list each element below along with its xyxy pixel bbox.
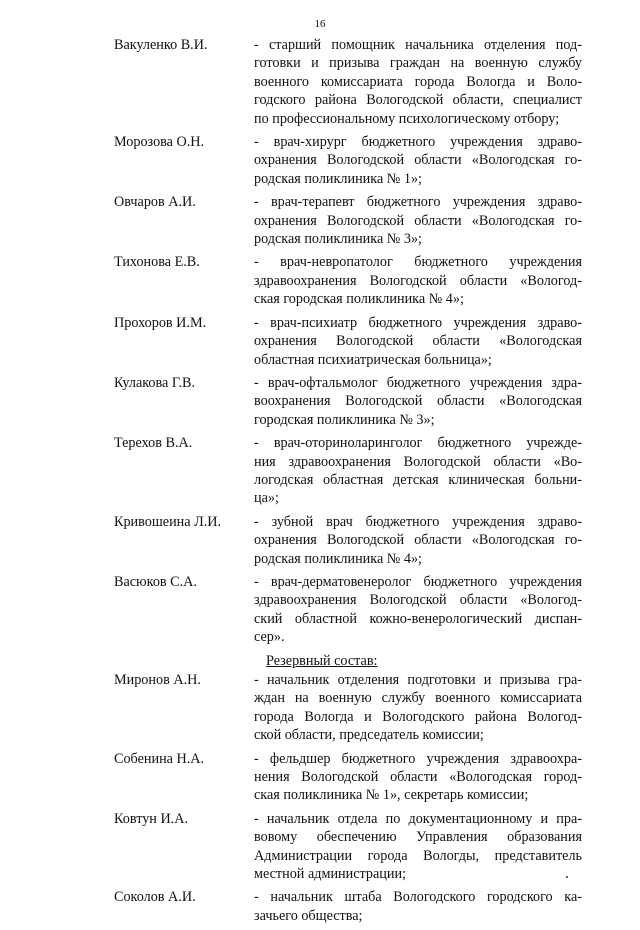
member-role <box>254 434 582 508</box>
role-line: - старший помощник начальника отделения под- <box>254 37 582 53</box>
role-line: военного комиссариата города Вологда и Воло- <box>254 73 582 90</box>
member-entry <box>114 253 582 308</box>
member-role <box>254 253 582 308</box>
member-entry <box>114 671 582 745</box>
role-line: - начальник отделения подготовки и призыва гра- <box>254 672 582 688</box>
member-name: Овчаров А.И. <box>114 194 196 211</box>
member-name: Васюков С.А. <box>114 573 197 590</box>
role-line: - врач-оториноларинголог бюджетного учрежде- <box>254 435 582 452</box>
role-line: годского района Вологодской области, специалист <box>254 92 582 109</box>
role-line: ца»; <box>254 490 279 507</box>
member-name: Соколов А.И. <box>114 889 196 906</box>
role-line: здравоохранения Вологодской области «Вологод- <box>254 272 582 289</box>
role-line: - врач-психиатр бюджетного учреждения здраво- <box>254 314 582 331</box>
role-line: ская поликлиника № 1», секретарь комиссии; <box>254 787 529 804</box>
member-name: Собенина Н.А. <box>114 750 205 767</box>
member-entry <box>114 133 582 188</box>
role-line: - врач-офтальмолог бюджетного учреждения здра- <box>254 374 582 391</box>
role-line: родская поликлиника № 4»; <box>254 550 422 567</box>
role-line: готовки и призыва граждан на военную службу <box>254 55 582 72</box>
member-entry <box>114 193 582 248</box>
member-entry <box>114 374 582 429</box>
member-role <box>254 314 582 369</box>
member-name: Кулакова Г.В. <box>114 374 196 391</box>
member-entry <box>114 750 582 805</box>
member-role <box>254 750 582 805</box>
role-line: ждан на военную службу военного комиссариата <box>254 690 582 707</box>
role-line: - врач-дерматовенеролог бюджетного учреждения <box>254 573 582 590</box>
role-line: по профессиональному психологическому отбору; <box>254 110 560 127</box>
member-role <box>254 374 582 429</box>
member-entry <box>114 513 582 568</box>
role-line: - врач-хирург бюджетного учреждения здраво- <box>254 134 582 151</box>
member-entry <box>114 810 582 884</box>
role-line: - начальник штаба Вологодского городского ка- <box>254 889 582 906</box>
main-members-list <box>114 36 582 647</box>
role-line: ская городская поликлиника № 4»; <box>254 291 464 308</box>
member-entry <box>114 888 582 925</box>
member-name: Ковтун И.А. <box>114 810 189 827</box>
role-line: родская поликлиника № 3»; <box>254 231 422 248</box>
member-name: Миронов А.Н. <box>114 672 201 688</box>
role-line: - начальник отдела по документационному и пра- <box>254 810 582 827</box>
role-line: сер». <box>254 629 285 646</box>
role-line: ский областной кожно-венерологический диспан- <box>254 610 582 627</box>
role-line: ния здравоохранения Вологодской области «Во- <box>254 453 582 470</box>
member-name: Прохоров И.М. <box>114 314 207 331</box>
role-line: зачьего общества; <box>254 907 363 924</box>
commission-list <box>114 36 582 930</box>
role-line: охранения Вологодской области «Вологодская го- <box>254 152 582 169</box>
member-role <box>254 36 582 128</box>
member-entry <box>114 314 582 369</box>
role-line: городская поликлиника № 3»; <box>254 411 435 428</box>
member-entry <box>114 434 582 508</box>
role-line: областная психиатрическая больница»; <box>254 351 492 368</box>
role-line: воохранения Вологодской области «Вологодская <box>254 393 582 410</box>
role-line: охранения Вологодской области «Вологодская го- <box>254 532 582 549</box>
role-line: города Вологда и Вологодского района Вологод- <box>254 708 582 725</box>
role-line: Администрации города Вологды, представитель <box>254 847 582 864</box>
member-role <box>254 888 582 925</box>
member-entry <box>114 573 582 647</box>
member-name: Кривошеина Л.И. <box>114 513 222 530</box>
member-name: Терехов В.А. <box>114 435 193 452</box>
role-line: - фельдшер бюджетного учреждения здравоохра- <box>254 750 582 767</box>
member-name: Морозова О.Н. <box>114 134 205 151</box>
member-role <box>254 513 582 568</box>
role-line: - врач-невропатолог бюджетного учреждения <box>254 254 582 271</box>
role-line: вовому обеспечению Управления образования <box>254 829 582 846</box>
role-line: охранения Вологодской области «Вологодская го- <box>254 212 582 229</box>
scan-speck <box>566 876 568 878</box>
role-line: родская поликлиника № 1»; <box>254 170 422 187</box>
member-role <box>254 573 582 647</box>
role-line: логодская областная детская клиническая больни- <box>254 471 582 488</box>
role-line: - врач-терапевт бюджетного учреждения здраво- <box>254 194 582 211</box>
reserve-section-title: Резервный состав: <box>266 652 378 669</box>
member-name: Вакуленко В.И. <box>114 37 208 53</box>
role-line: охранения Вологодской области «Вологодская <box>254 333 582 350</box>
member-role <box>254 671 582 745</box>
reserve-members-list <box>114 671 582 925</box>
member-entry <box>114 36 582 128</box>
role-line: здравоохранения Вологодской области «Вологод- <box>254 592 582 609</box>
page-number: 16 <box>314 18 326 30</box>
role-line: - зубной врач бюджетного учреждения здраво- <box>254 513 582 530</box>
member-role <box>254 193 582 248</box>
member-name: Тихонова Е.В. <box>114 254 200 271</box>
role-line: ской области, председатель комиссии; <box>254 727 484 744</box>
member-role <box>254 133 582 188</box>
member-role <box>254 810 582 884</box>
role-line: нения Вологодской области «Вологодская город- <box>254 769 582 786</box>
role-line: местной администрации; <box>254 866 407 883</box>
